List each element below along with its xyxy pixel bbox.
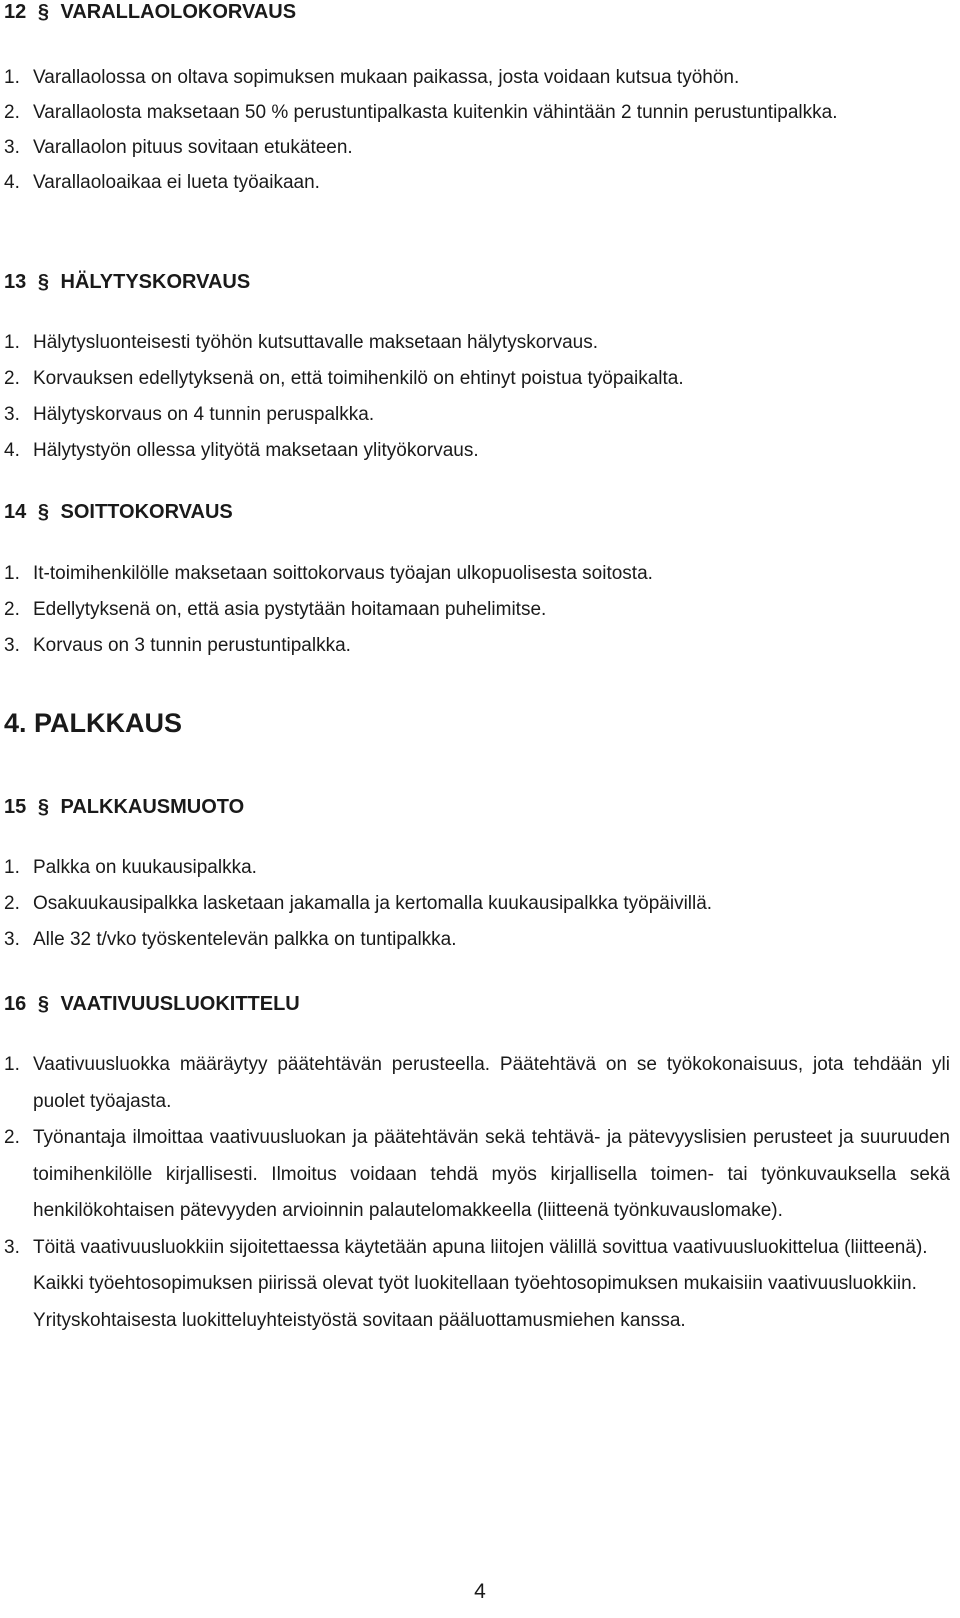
list-item xyxy=(4,361,950,397)
list-item xyxy=(4,1230,950,1267)
item-number: 3. xyxy=(4,1236,20,1258)
item-number: 3. xyxy=(4,137,20,158)
list-item xyxy=(4,850,950,886)
section-title: HÄLYTYSKORVAUS xyxy=(60,271,251,293)
list-item xyxy=(4,886,950,922)
list-item xyxy=(4,325,950,361)
item-text: Työnantaja ilmoittaa vaativuusluokan ja päätehtävän sekä tehtävä- ja pätevyyslisien perusteet ja suuruuden toimihenkilölle kirjallisesti. Ilmoitus voidaan tehdä myös kirjallisella toimen- tai työnkuvauksella sekä henkilökohtaisen pätevyyden arvioinnin palautelomakkeella (liitteenä työnkuvauslomake). xyxy=(33,1127,950,1221)
list-item xyxy=(4,1120,950,1230)
item-text: Edellytyksenä on, että asia pystytään hoitamaan puhelimitse. xyxy=(33,599,547,620)
section-number: 13 xyxy=(4,271,27,293)
item-text: Hälytysluonteisesti työhön kutsuttavalle maksetaan hälytyskorvaus. xyxy=(33,332,598,353)
item-number: 3. xyxy=(4,929,20,950)
section-title: VARALLAOLOKORVAUS xyxy=(60,1,297,23)
item-number: 3. xyxy=(4,404,20,425)
item-number: 2. xyxy=(4,599,20,620)
list-item xyxy=(4,556,950,592)
list-item xyxy=(4,95,950,130)
item-number: 1. xyxy=(4,563,20,584)
page-number: 4 xyxy=(474,1580,486,1603)
item-text: Korvauksen edellytyksenä on, että toimihenkilö on ehtinyt poistua työpaikalta. xyxy=(33,368,684,389)
section-number: 12 xyxy=(4,1,27,23)
section-13-list xyxy=(4,325,950,469)
item-number: 1. xyxy=(4,1054,20,1075)
section-12-heading xyxy=(4,0,954,24)
section-16-heading xyxy=(4,992,954,1016)
item-text: Varallaolon pituus sovitaan etukäteen. xyxy=(33,137,353,158)
list-item xyxy=(4,60,950,95)
paragraph: Kaikki työehtosopimuksen piirissä olevat työt luokitellaan työehtosopimuksen mukaisiin vaativuusluokkiin. xyxy=(33,1273,917,1294)
item-text: Osakuukausipalkka lasketaan jakamalla ja kertomalla kuukausipalkka työpäivillä. xyxy=(33,893,713,914)
section-15-list xyxy=(4,850,950,958)
section-14-heading xyxy=(4,500,954,524)
section-symbol: § xyxy=(37,271,49,293)
list-item xyxy=(4,165,950,200)
item-number: 2. xyxy=(4,1127,20,1148)
list-item xyxy=(4,922,950,958)
section-symbol: § xyxy=(37,796,49,818)
section-number: 16 xyxy=(4,993,27,1015)
item-text: Töitä vaativuusluokkiin sijoitettaessa käytetään apuna liitojen välillä sovittua vaativuusluokittelua (liitteenä). xyxy=(33,1236,928,1258)
list-item xyxy=(4,433,950,469)
section-title: VAATIVUUSLUOKITTELU xyxy=(60,993,300,1015)
section-16-list xyxy=(4,1047,950,1339)
item-number: 1. xyxy=(4,332,20,353)
section-13-heading xyxy=(4,270,954,294)
item-text: It-toimihenkilölle maksetaan soittokorvaus työajan ulkopuolisesta soitosta. xyxy=(33,563,653,584)
list-item xyxy=(4,1047,950,1120)
item-text: Varallaoloaikaa ei lueta työaikaan. xyxy=(33,172,320,193)
list-item xyxy=(4,592,950,628)
item-text: Vaativuusluokka määräytyy päätehtävän perusteella. Päätehtävä on se työkokonaisuus, jota tehdään yli puolet työajasta. xyxy=(33,1054,950,1112)
section-number: 14 xyxy=(4,501,27,523)
item-number: 2. xyxy=(4,368,20,389)
paragraph: Yrityskohtaisesta luokitteluyhteistyöstä sovitaan pääluottamusmiehen kanssa. xyxy=(33,1309,686,1331)
item-text: Alle 32 t/vko työskentelevän palkka on tuntipalkka. xyxy=(33,929,457,950)
section-title: SOITTOKORVAUS xyxy=(60,501,233,523)
item-text: Hälytystyön ollessa ylityötä maksetaan ylityökorvaus. xyxy=(33,440,479,461)
list-item xyxy=(4,628,950,664)
section-symbol: § xyxy=(37,1,49,23)
section-15-heading xyxy=(4,795,954,819)
item-text: Palkka on kuukausipalkka. xyxy=(33,857,257,878)
item-text: Varallaolosta maksetaan 50 % perustuntipalkasta kuitenkin vähintään 2 tunnin perustuntipalkka. xyxy=(33,102,838,123)
list-item xyxy=(4,130,950,165)
section-12-list xyxy=(4,60,950,200)
chapter-heading: 4. PALKKAUS xyxy=(4,708,183,738)
item-number: 4. xyxy=(4,172,20,193)
item-number: 1. xyxy=(4,67,20,88)
item-text: Varallaolossa on oltava sopimuksen mukaan paikassa, josta voidaan kutsua työhön. xyxy=(33,67,740,88)
section-symbol: § xyxy=(37,501,49,523)
item-number: 4. xyxy=(4,440,20,461)
item-number: 2. xyxy=(4,102,20,123)
section-title: PALKKAUSMUOTO xyxy=(60,796,245,818)
section-14-list xyxy=(4,556,950,664)
section-number: 15 xyxy=(4,796,27,818)
item-number: 3. xyxy=(4,635,20,656)
item-number: 1. xyxy=(4,857,20,878)
item-text: Hälytyskorvaus on 4 tunnin peruspalkka. xyxy=(33,404,375,425)
section-symbol: § xyxy=(37,993,49,1015)
item-text: Korvaus on 3 tunnin perustuntipalkka. xyxy=(33,635,351,656)
list-item xyxy=(4,397,950,433)
item-number: 2. xyxy=(4,893,20,914)
